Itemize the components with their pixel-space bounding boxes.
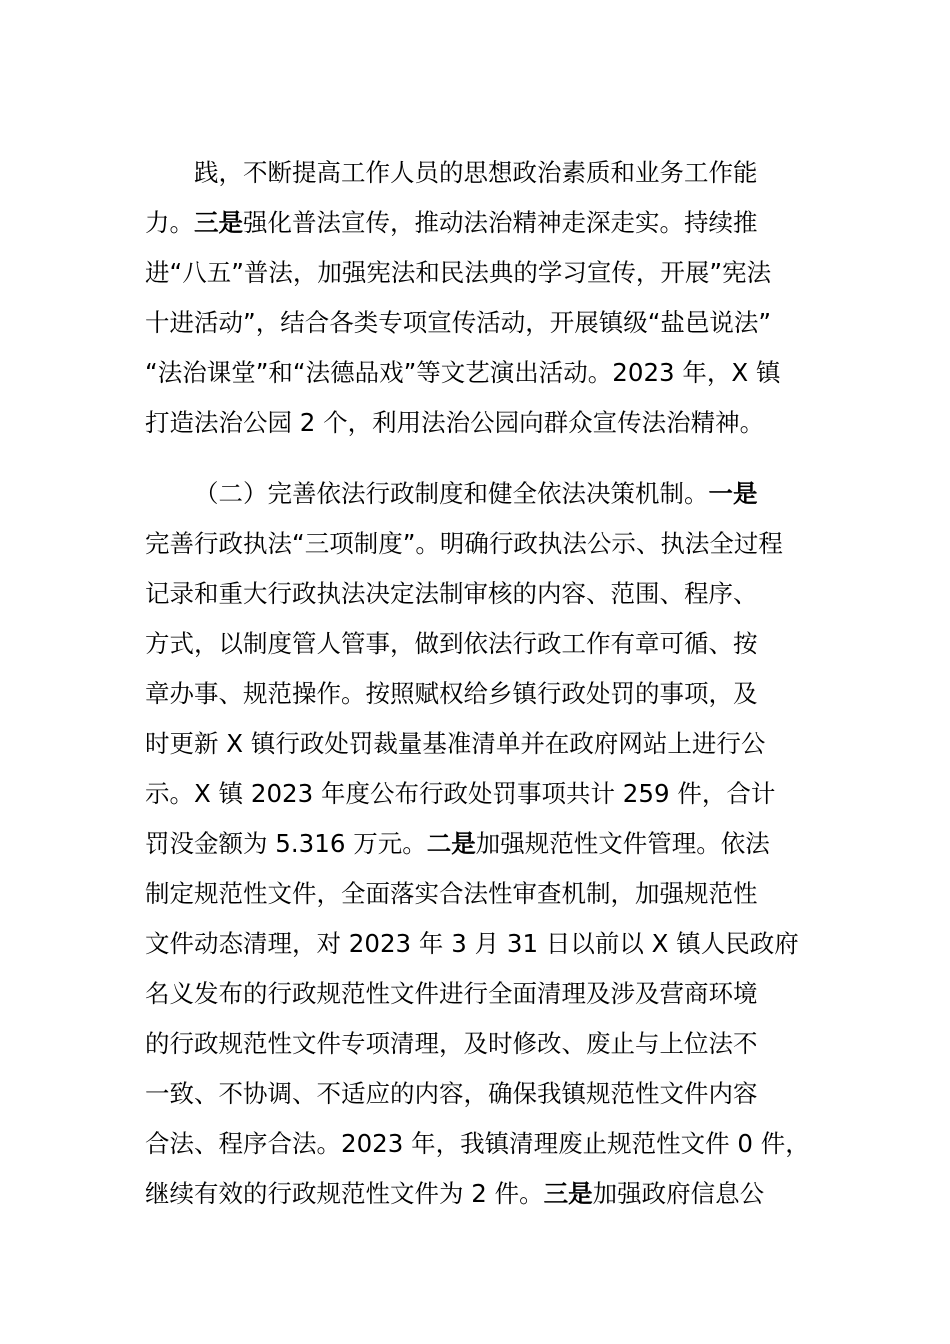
text-line: 文件动态清理，对 2023 年 3 月 31 日以前以 X 镇人民政府 <box>145 929 799 958</box>
section-heading-line: （二）完善依法行政制度和健全依法决策机制。一是 <box>194 479 758 508</box>
text-line: “法治课堂”和“法德品戏”等文艺演出活动。2023 年，X 镇 <box>145 358 781 387</box>
text-line: 示。X 镇 2023 年度公布行政处罚事项共计 259 件，合计 <box>145 779 776 808</box>
text-line: 名义发布的行政规范性文件进行全面清理及涉及营商环境 <box>145 979 758 1008</box>
text-line: 罚没金额为 5.316 万元。二是加强规范性文件管理。依法 <box>145 829 770 858</box>
text-line: 进“八五”普法，加强宪法和民法典的学习宣传，开展”宪法 <box>145 258 772 287</box>
text-line: 合法、程序合法。2023 年，我镇清理废止规范性文件 0 件， <box>145 1129 810 1158</box>
text-line: 制定规范性文件，全面落实合法性审查机制，加强规范性 <box>145 879 758 908</box>
text-line: 力。三是强化普法宣传，推动法治精神走深走实。持续推 <box>145 208 758 237</box>
text-line: 章办事、规范操作。按照赋权给乡镇行政处罚的事项，及 <box>145 679 758 708</box>
text-line: 践，不断提高工作人员的思想政治素质和业务工作能 <box>194 158 758 187</box>
text-line: 继续有效的行政规范性文件为 2 件。三是加强政府信息公 <box>145 1179 765 1208</box>
text-line: 记录和重大行政执法决定法制审核的内容、范围、程序、 <box>145 579 758 608</box>
text-line: 时更新 X 镇行政处罚裁量基准清单并在政府网站上进行公 <box>145 729 766 758</box>
text-line: 的行政规范性文件专项清理，及时修改、废止与上位法不 <box>145 1029 758 1058</box>
text-line: 方式，以制度管人管事，做到依法行政工作有章可循、按 <box>145 629 758 658</box>
text-line: 打造法治公园 2 个，利用法治公园向群众宣传法治精神。 <box>145 408 765 437</box>
text-line: 完善行政执法“三项制度”。明确行政执法公示、执法全过程 <box>145 529 783 558</box>
text-line: 一致、不协调、不适应的内容，确保我镇规范性文件内容 <box>145 1079 758 1108</box>
text-line: 十进活动”，结合各类专项宣传活动，开展镇级“盐邑说法” <box>145 308 772 337</box>
